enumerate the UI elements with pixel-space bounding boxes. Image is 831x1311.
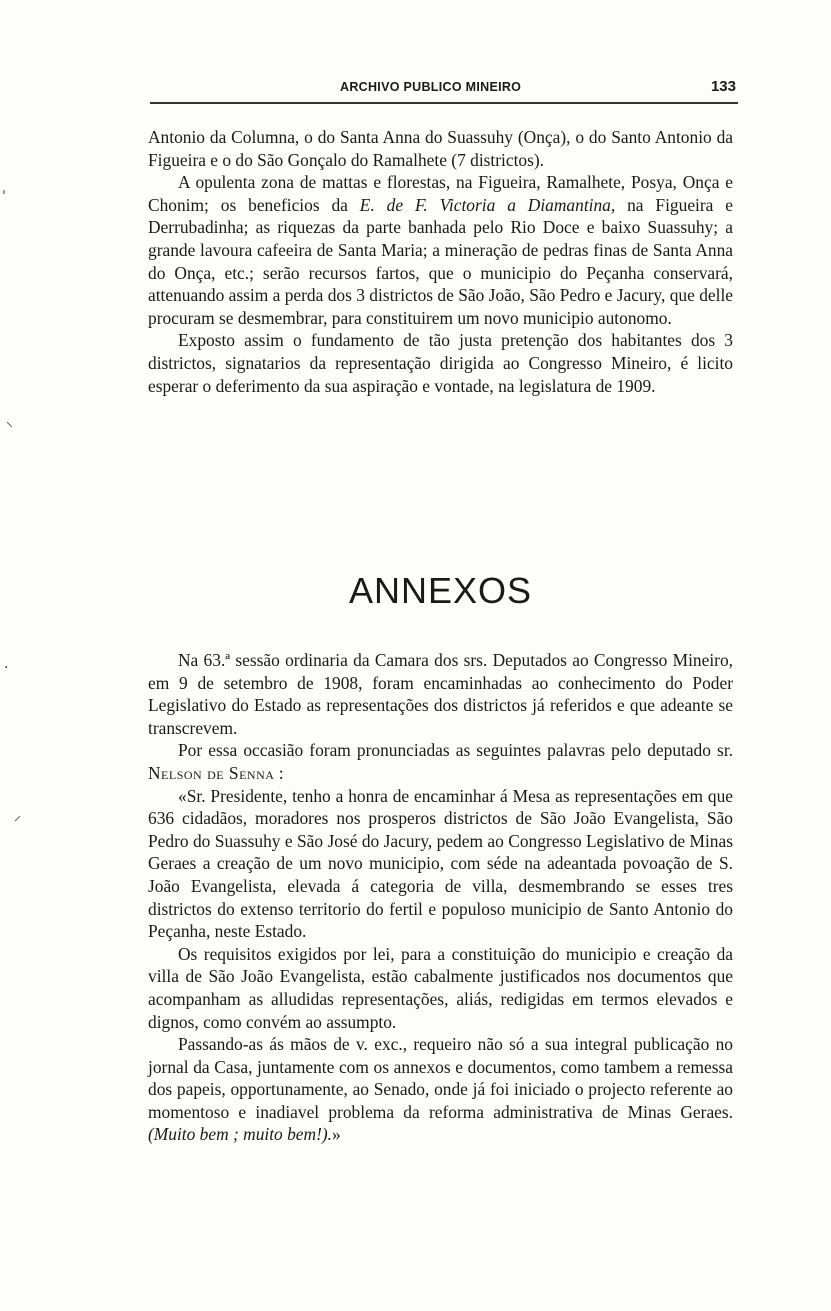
header-rule [150, 102, 738, 104]
text-run: : [274, 762, 284, 783]
railway-name: E. de F. Victoria a Diamantina, [359, 194, 616, 215]
section-title: ANNEXOS [348, 570, 533, 611]
text-run: Por essa occasião foram pronunciadas as seguintes palavras pelo deputado sr. [178, 740, 733, 761]
paragraph: «Sr. Presidente, tenho a honra de encaminhar á Mesa as representações em que 636 cidadãos, moradores nos prosperos districtos de São João Evangelista, São Pedro do Suassuhy e São José do Jacury, pedem ao Congresso Legislativo de Minas Geraes a creação de um novo municipio, com séde na adeantada povoação de S. João Evangelista, elevada á categoria de villa, desmembrando se esses tres districtos do extenso territorio do fertil e populoso municipio de Santo Antonio do Peçanha, neste Estado. [148, 785, 733, 942]
paragraph: Na 63.ª sessão ordinaria da Camara dos srs. Deputados ao Congresso Mineiro, em 9 de setembro de 1908, foram encaminhadas ao conhecimento do Poder Legislativo do Estado as representações dos districtos já referidos e que adeante se transcrevem. [148, 650, 733, 738]
text-run: A opulenta zona de mattas e florestas, na Figueira, Ramalhete, Posya, Onça e Chonim; os beneficios da [148, 172, 733, 215]
margin-mark-icon: ⸍ [14, 814, 21, 830]
text-run: » [332, 1124, 341, 1145]
header-title: ARCHIVO PUBLICO MINEIRO [340, 80, 522, 94]
paragraph: Exposto assim o fundamento de tão justa pretenção dos habitantes dos 3 districtos, signatarios da representação dirigida ao Congresso Mineiro, é licito esperar o deferimento da sua aspiração e vontade, na legislatura de 1909. [148, 330, 733, 396]
margin-mark-icon: · [4, 660, 9, 676]
deputy-name: Nelson de Senna [148, 762, 275, 783]
margin-mark-icon: ˌ [2, 180, 6, 196]
page-number: 133 [710, 78, 736, 95]
paragraph: Os requisitos exigidos por lei, para a constituição do municipio e creação da villa de São João Evangelista, estão cabalmente justificados nos documentos que acompanham as alludidas representações, aliás, redigidas em termos elevados e dignos, como convém ao assumpto. [148, 943, 733, 1032]
paragraph [148, 171, 733, 329]
applause-note: (Muito bem ; muito bem!). [148, 1124, 333, 1145]
paragraph [148, 739, 733, 784]
paragraph [148, 1033, 733, 1146]
text-run: na Figueira e Derrubadinha; as riquezas da parte banhada pelo Rio Doce e baixo Suassuhy; a grande lavoura cafeeira de Santa Maria; a mineração de pedras finas de Santa Anna do Onça, etc.; serão recursos fartos, que o municipio do Peçanha conservará, attenuando assim a perda dos 3 districtos de São João, São Pedro e Jacury, que delle procuram se desmembrar, para constituirem um novo municipio autonomo. [148, 194, 733, 328]
margin-mark-icon: ⸌ [6, 420, 13, 436]
intro-text [148, 126, 733, 397]
paragraph: Antonio da Columna, o do Santa Anna do Suassuhy (Onça), o do Santo Antonio da Figueira e o do São Gonçalo do Ramalhete (7 districtos). [148, 127, 733, 170]
annex-text [148, 649, 733, 1146]
text-run: Passando-as ás mãos de v. exc., requeiro não só a sua integral publicação no jornal da Casa, juntamente com os annexos e documentos, como tambem a remessa dos papeis, opportunamente, ao Senado, onde já foi iniciado o projecto referente ao momentoso e inadiavel problema da reforma administrativa de Minas Geraes. [148, 1034, 733, 1122]
running-header [150, 78, 738, 100]
